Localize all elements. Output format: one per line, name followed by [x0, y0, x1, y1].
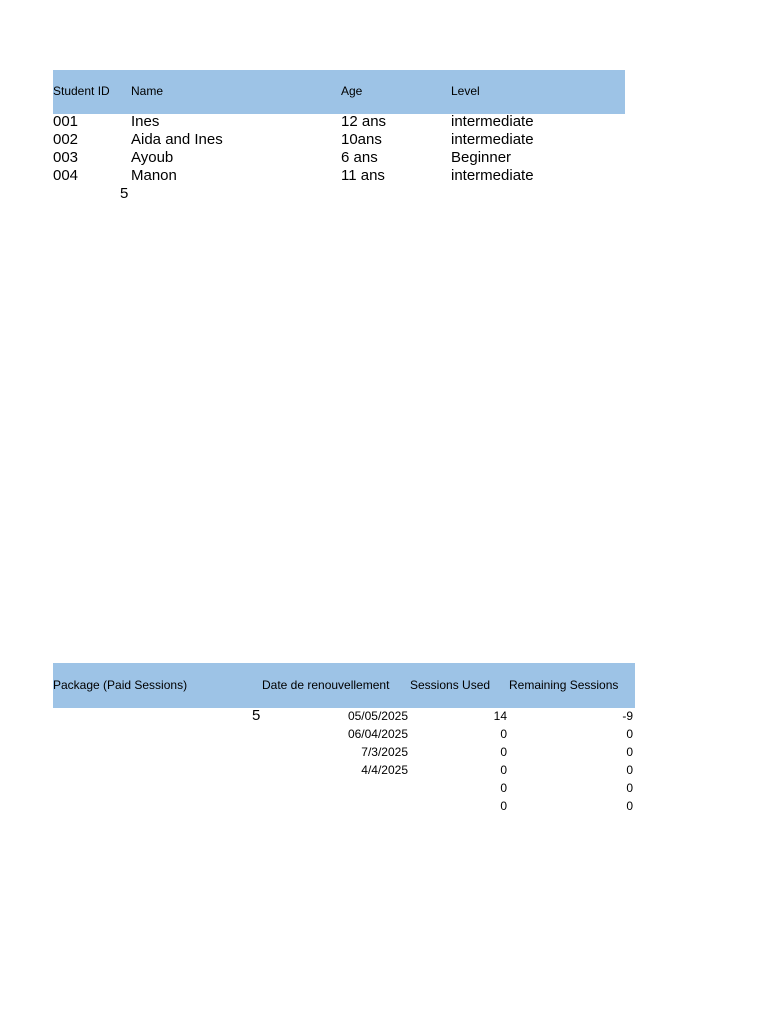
renewal-date-cell: 7/3/2025: [361, 745, 408, 759]
student-name-cell: Manon: [131, 167, 177, 184]
remaining-sessions-cell: -9: [622, 709, 633, 723]
sessions-used-cell: 0: [500, 799, 507, 813]
students-header-id: Student ID: [53, 84, 110, 98]
students-header-name: Name: [131, 84, 164, 98]
student-name-cell: Aida and Ines: [131, 131, 223, 148]
packages-header-sessions-used: Sessions Used: [410, 678, 491, 692]
student-level-cell: intermediate: [451, 167, 534, 184]
sessions-used-cell: 14: [493, 709, 507, 723]
student-id-cell: 002: [53, 131, 79, 148]
sessions-used-cell: 0: [500, 727, 507, 741]
remaining-sessions-cell: 0: [626, 781, 633, 795]
student-level-cell: intermediate: [451, 113, 534, 130]
remaining-sessions-cell: 0: [626, 763, 633, 777]
sessions-used-cell: 0: [500, 745, 507, 759]
student-age-cell: 12 ans: [341, 113, 387, 130]
remaining-sessions-cell: 0: [626, 727, 633, 741]
students-extra-value: 5: [120, 185, 129, 202]
remaining-sessions-cell: 0: [626, 745, 633, 759]
student-age-cell: 6 ans: [341, 149, 378, 166]
students-header-age: Age: [341, 84, 363, 98]
student-name-cell: Ines: [131, 113, 160, 130]
packages-header-package: Package (Paid Sessions): [53, 678, 188, 692]
students-header-level: Level: [451, 84, 480, 98]
packages-header-remaining: Remaining Sessions: [509, 678, 619, 692]
package-count-cell: 5: [252, 707, 261, 724]
student-age-cell: 11 ans: [341, 167, 385, 184]
sessions-used-cell: 0: [500, 781, 507, 795]
student-id-cell: 003: [53, 149, 79, 166]
renewal-date-cell: 05/05/2025: [347, 709, 408, 723]
student-id-cell: 004: [53, 167, 79, 184]
renewal-date-cell: 06/04/2025: [347, 727, 408, 741]
student-level-cell: intermediate: [451, 131, 534, 148]
sessions-used-cell: 0: [500, 763, 507, 777]
remaining-sessions-cell: 0: [626, 799, 633, 813]
student-age-cell: 10ans: [341, 131, 382, 148]
student-name-cell: Ayoub: [131, 149, 174, 166]
student-id-cell: 001: [53, 113, 79, 130]
student-level-cell: Beginner: [451, 149, 512, 166]
packages-header-renewal-date: Date de renouvellement: [262, 678, 390, 692]
renewal-date-cell: 4/4/2025: [361, 763, 408, 777]
